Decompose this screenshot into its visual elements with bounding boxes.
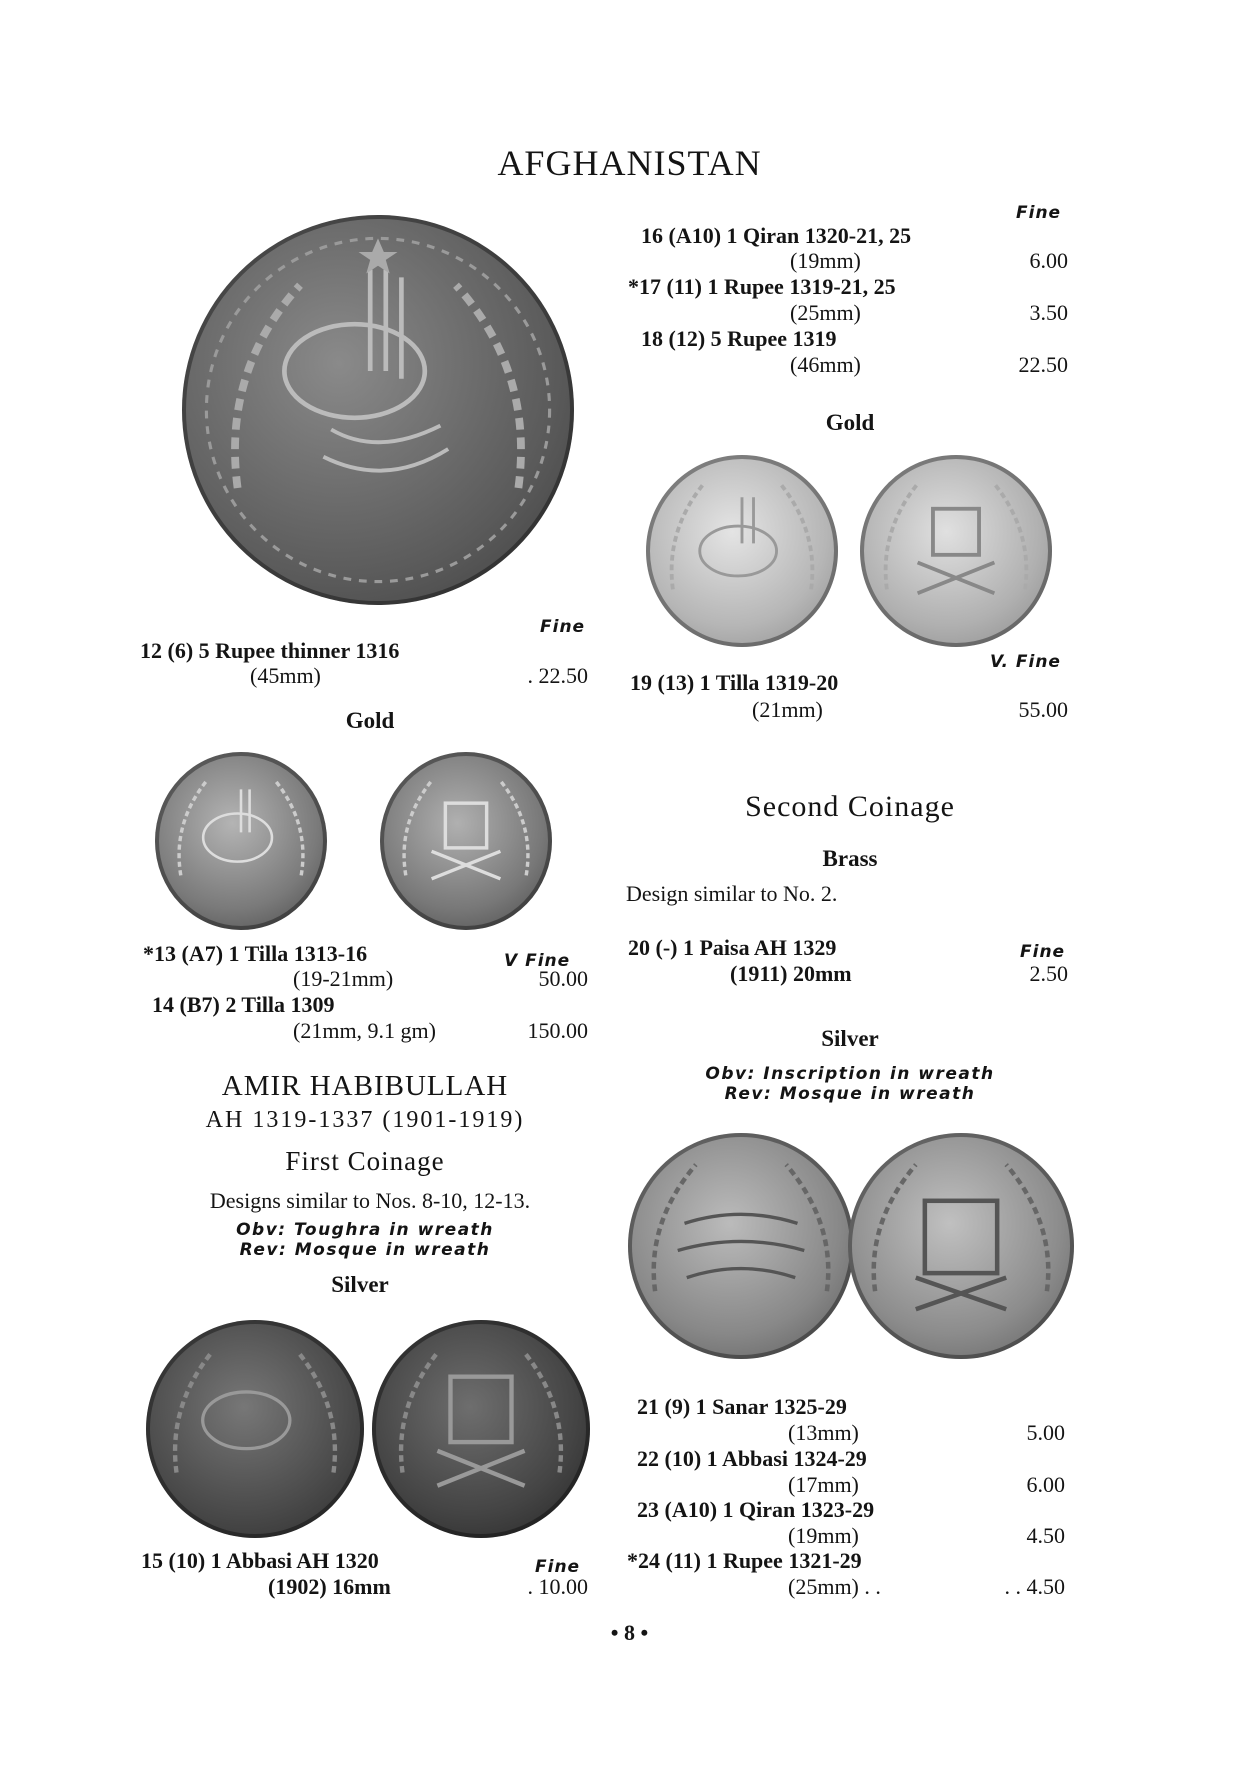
catalog-entry-12: 12 (6) 5 Rupee thinner 1316: [140, 638, 400, 663]
entry-price: 5.00: [1026, 1420, 1065, 1445]
rupee-reverse-coin-icon: [848, 1133, 1074, 1359]
catalog-entry-23: 23 (A10) 1 Qiran 1323-29: [637, 1497, 875, 1522]
section-heading-silver: Silver: [821, 1026, 879, 1051]
entry-price: 2.50: [1029, 961, 1068, 986]
ruler-name: AMIR HABIBULLAH: [221, 1070, 509, 1102]
entry-price: 55.00: [1018, 697, 1068, 722]
entry-size: (1911) 20mm: [730, 961, 852, 986]
entry-price: 6.00: [1029, 248, 1068, 273]
tilla-obverse-coin-icon: [155, 752, 327, 930]
tilla-reverse-coin-icon: [860, 455, 1052, 647]
catalog-entry-16: 16 (A10) 1 Qiran 1320-21, 25: [641, 223, 912, 248]
catalog-entry-21: 21 (9) 1 Sanar 1325-29: [637, 1394, 847, 1419]
grade-label: Fine: [535, 1557, 581, 1577]
section-heading-silver: Silver: [331, 1272, 389, 1297]
entry-size: (45mm): [250, 663, 321, 688]
reverse-description: Rev: Mosque in wreath: [724, 1084, 976, 1104]
entry-size: (21mm, 9.1 gm): [293, 1018, 436, 1043]
section-heading-second-coinage: Second Coinage: [745, 790, 955, 823]
catalog-entry-15: 15 (10) 1 Abbasi AH 1320: [141, 1548, 379, 1573]
obverse-description: Obv: Inscription in wreath: [705, 1064, 995, 1084]
grade-label: V Fine: [504, 951, 571, 971]
abbasi-obverse-coin-icon: [146, 1320, 364, 1538]
catalog-entry-20: 20 (-) 1 Paisa AH 1329: [628, 935, 837, 960]
grade-label: Fine: [1016, 203, 1062, 223]
tilla-reverse-coin-icon: [380, 752, 552, 930]
tilla-obverse-coin-icon: [646, 455, 838, 647]
entry-size: (17mm): [788, 1472, 859, 1497]
section-heading-first-coinage: First Coinage: [285, 1146, 445, 1176]
catalog-entry-18: 18 (12) 5 Rupee 1319: [641, 326, 837, 351]
grade-label: Fine: [1020, 942, 1066, 962]
entry-price: 150.00: [527, 1018, 588, 1043]
entry-size: (25mm) . .: [788, 1574, 881, 1599]
entry-size: (46mm): [790, 352, 861, 377]
design-note: Designs similar to Nos. 8-10, 12-13.: [209, 1188, 531, 1213]
entry-price: 22.50: [1018, 352, 1068, 377]
entry-price: 50.00: [538, 966, 588, 991]
ruler-dates: AH 1319-1337 (1901-1919): [205, 1107, 525, 1133]
grade-label: Fine: [540, 617, 586, 637]
entry-size: (25mm): [790, 300, 861, 325]
catalog-entry-14: 14 (B7) 2 Tilla 1309: [152, 992, 335, 1017]
section-heading-gold: Gold: [825, 410, 875, 435]
entry-price: . 22.50: [527, 663, 588, 688]
entry-size: (13mm): [788, 1420, 859, 1445]
reverse-description: Rev: Mosque in wreath: [239, 1240, 491, 1260]
tughra-wreath-coin-icon: [182, 215, 574, 605]
entry-size: (19mm): [790, 248, 861, 273]
entry-size: (1902) 16mm: [268, 1574, 391, 1599]
grade-label: V. Fine: [990, 652, 1061, 672]
abbasi-reverse-coin-icon: [372, 1320, 590, 1538]
page-number: • 8 •: [610, 1620, 649, 1645]
section-heading-gold: Gold: [345, 708, 395, 733]
page-title: AFGHANISTAN: [497, 143, 762, 183]
catalog-entry-24: *24 (11) 1 Rupee 1321-29: [627, 1548, 862, 1573]
entry-size: (19mm): [788, 1523, 859, 1548]
entry-size: (21mm): [752, 697, 823, 722]
obverse-description: Obv: Toughra in wreath: [236, 1220, 494, 1240]
catalog-entry-19: 19 (13) 1 Tilla 1319-20: [630, 670, 839, 695]
entry-price: . . 4.50: [1004, 1574, 1065, 1599]
design-note: Design similar to No. 2.: [626, 881, 838, 906]
rupee-obverse-coin-icon: [628, 1133, 854, 1359]
catalog-entry-17: *17 (11) 1 Rupee 1319-21, 25: [628, 274, 896, 299]
entry-price: 3.50: [1029, 300, 1068, 325]
catalog-entry-22: 22 (10) 1 Abbasi 1324-29: [637, 1446, 867, 1471]
section-heading-brass: Brass: [822, 846, 878, 871]
catalog-entry-13: *13 (A7) 1 Tilla 1313-16: [143, 941, 368, 966]
entry-size: (19-21mm): [293, 966, 394, 991]
entry-price: 6.00: [1026, 1472, 1065, 1497]
entry-price: . 10.00: [527, 1574, 588, 1599]
entry-price: 4.50: [1026, 1523, 1065, 1548]
